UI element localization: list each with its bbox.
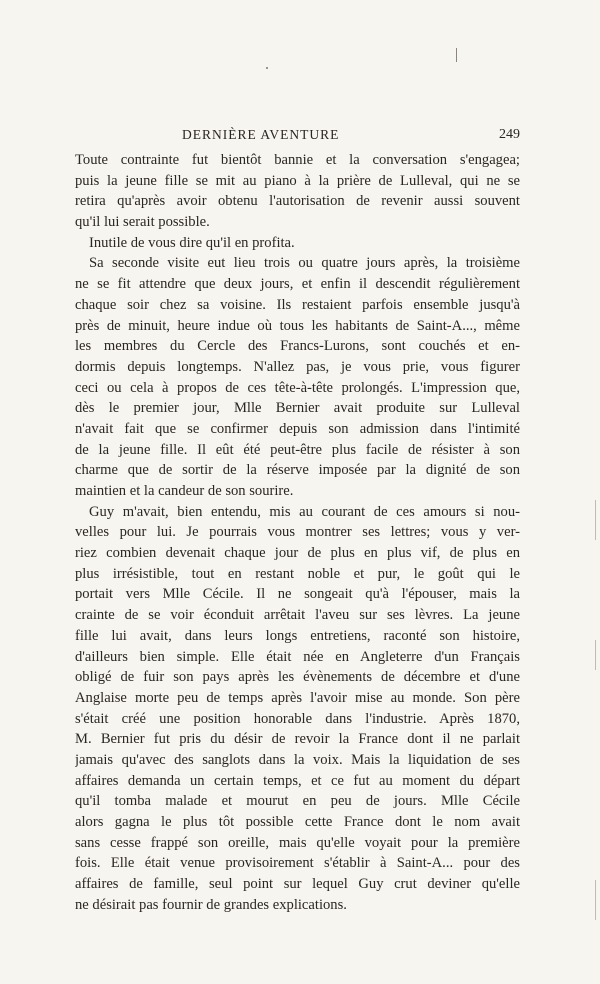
text-line: chaque soir chez sa voisine. Ils restaient parfois ensemble jusqu'à (75, 296, 520, 313)
text-line: obligé de fuir son pays après les évènements de décembre et d'une (75, 669, 520, 686)
margin-mark (456, 48, 457, 62)
speck (266, 67, 268, 69)
text-line: crainte de se voir éconduit arrêtait l'aveu sur ses lèvres. La jeune (75, 607, 520, 624)
text-line: s'était créé une position honorable dans l'industrie. Après 1870, (75, 710, 520, 727)
edge-line (595, 880, 596, 920)
text-line: ne se fit attendre que deux jours, et enfin il descendit régulièrement (75, 276, 520, 293)
text-line: ceci ou cela à propos de ces tête-à-tête prolongés. L'impression que, (75, 379, 520, 396)
text-line: fille lui avait, dans leurs longs entretiens, raconté son histoire, (75, 627, 520, 644)
text-line: Guy m'avait, bien entendu, mis au courant de ces amours si nou- (89, 503, 520, 520)
edge-line (595, 500, 596, 540)
text-line: Anglaise morte peu de temps après l'avoir mise au monde. Son père (75, 689, 520, 706)
text-line: dès le premier jour, Mlle Bernier avait produite sur Lulleval (75, 400, 520, 417)
text-line: ne désirait pas fournir de grandes explications. (75, 896, 347, 913)
text-line: de la jeune fille. Il eût été peut-être plus facile de résister à son (75, 441, 520, 458)
text-line: retira qu'après avoir obtenu l'autorisation de revenir aussi souvent (75, 193, 520, 210)
text-line: sans cesse frappé son oreille, mais qu'elle voyait pour la première (75, 834, 520, 851)
text-line: dormis depuis longtemps. N'allez pas, je vous prie, vous figurer (75, 358, 520, 375)
text-line: portait vers Mlle Cécile. Il ne songeait qu'à l'épouser, mais la (75, 586, 520, 603)
edge-line (595, 640, 596, 670)
text-line: maintien et la candeur de son sourire. (75, 483, 294, 499)
text-line: fois. Elle était venue provisoirement s'établir à Saint-A... pour des (75, 855, 520, 872)
running-title: DERNIÈRE AVENTURE (182, 127, 340, 142)
body-text (75, 150, 520, 915)
text-line: affaires de famille, seul point sur lequel Guy crut deviner qu'elle (75, 876, 520, 893)
text-line: velles pour lui. Je pourrais vous montrer ses lettres; vous y ver- (75, 524, 520, 541)
text-line: jamais qu'avec des sanglots dans la voix. Mais la liquidation de ses (75, 751, 520, 768)
text-line: Toute contrainte fut bientôt bannie et la conversation s'engagea; (75, 152, 520, 168)
text-line: puis la jeune fille se mit au piano à la prière de Lulleval, qui ne se (75, 172, 520, 189)
text-line: riez combien devenait chaque jour de plus en plus vif, de plus en (75, 545, 520, 562)
text-line: qu'il lui serait possible. (75, 214, 210, 231)
page-header (75, 127, 520, 147)
text-line: M. Bernier fut pris du désir de revoir la France dont il ne parlait (75, 731, 520, 748)
page-number: 249 (499, 127, 520, 142)
text-line: charme que de sortir de la réserve imposée par la dignité de son (75, 462, 520, 479)
text-line: Sa seconde visite eut lieu trois ou quatre jours après, la troisième (89, 255, 520, 272)
text-line: les membres du Cercle des Francs-Lurons, sont couchés et en- (75, 338, 520, 355)
text-line: près de minuit, heure indue où tous les habitants de Saint-A..., même (75, 317, 520, 334)
text-line: n'avait fait que se confirmer depuis son admission dans l'intimité (75, 420, 520, 437)
text-line: plus irrésistible, tout en restant noble et pur, le goût qui le (75, 565, 520, 582)
text-line: qu'il tomba malade et mourut en peu de jours. Mlle Cécile (75, 793, 520, 810)
text-line: affaires demanda un certain temps, et ce fut au moment du départ (75, 772, 520, 789)
text-line: alors gagna le plus tôt possible cette France dont le nom avait (75, 814, 520, 830)
text-line: Inutile de vous dire qu'il en profita. (89, 234, 295, 251)
text-line: d'ailleurs bien simple. Elle était née en Angleterre d'un Français (75, 648, 520, 665)
